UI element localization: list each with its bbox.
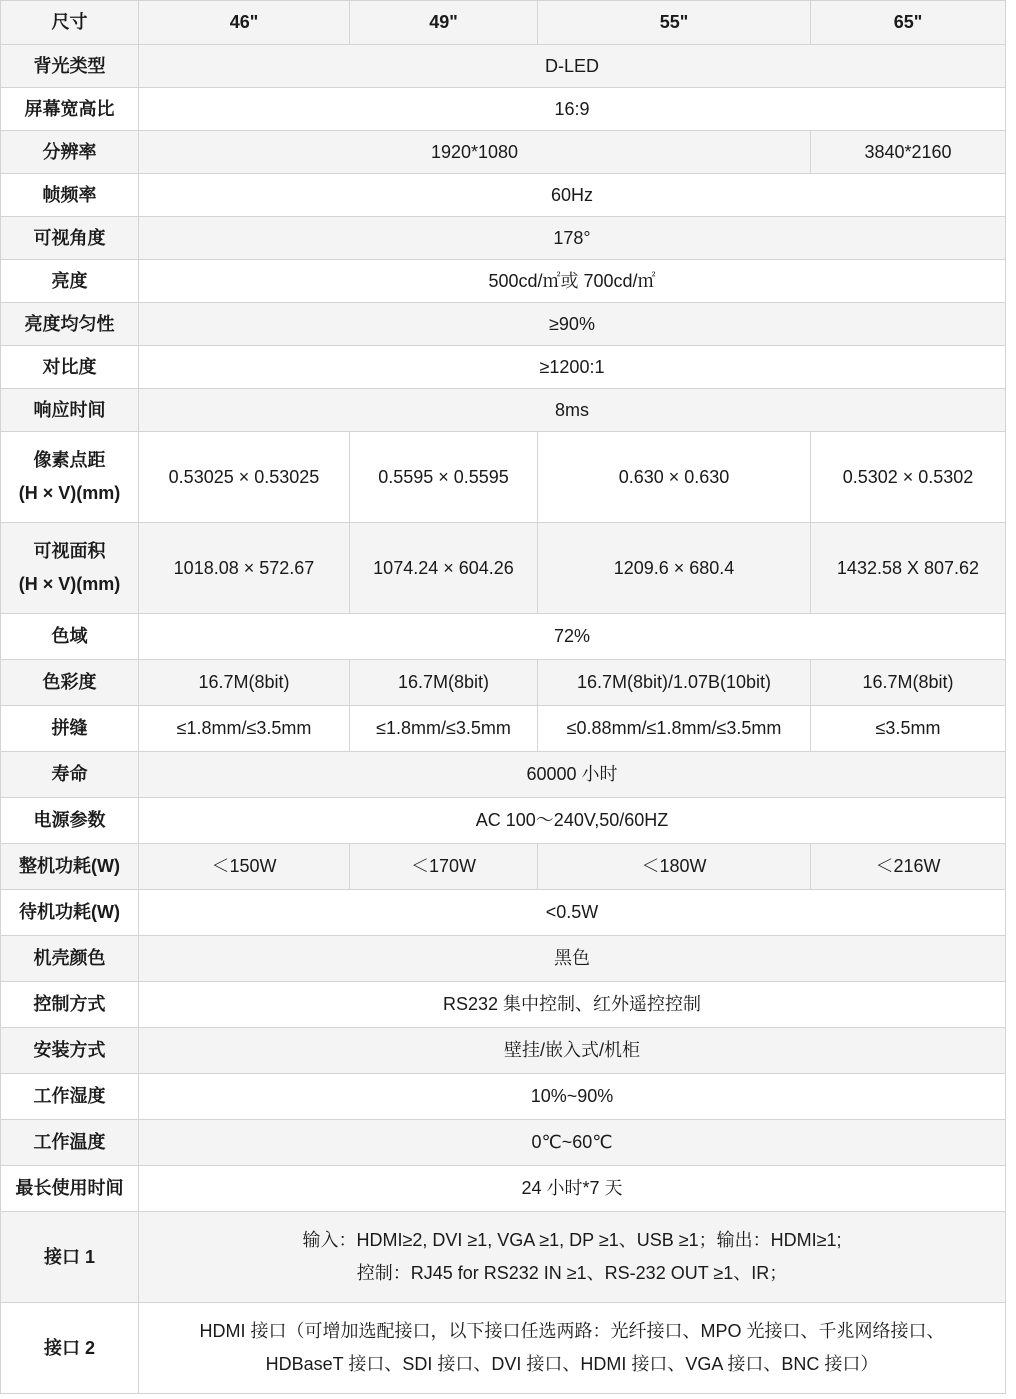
spec-value: ≤1.8mm/≤3.5mm bbox=[350, 706, 538, 752]
spec-label: 背光类型 bbox=[1, 45, 139, 88]
spec-label: 对比度 bbox=[1, 346, 139, 389]
header-label: 尺寸 bbox=[1, 1, 139, 45]
spec-label: 电源参数 bbox=[1, 798, 139, 844]
spec-row bbox=[1, 1166, 1006, 1212]
spec-label: 分辨率 bbox=[1, 131, 139, 174]
spec-row bbox=[1, 88, 1006, 131]
spec-label: 亮度 bbox=[1, 260, 139, 303]
spec-value: ≤1.8mm/≤3.5mm bbox=[139, 706, 350, 752]
spec-row bbox=[1, 131, 1006, 174]
spec-row bbox=[1, 346, 1006, 389]
spec-label: 待机功耗(W) bbox=[1, 890, 139, 936]
spec-value: 72% bbox=[139, 614, 1006, 660]
spec-label: 色域 bbox=[1, 614, 139, 660]
spec-row bbox=[1, 389, 1006, 432]
spec-row bbox=[1, 45, 1006, 88]
spec-value: 8ms bbox=[139, 389, 1006, 432]
spec-label: 可视面积 (H × V)(mm) bbox=[1, 523, 139, 614]
spec-value: ≥90% bbox=[139, 303, 1006, 346]
spec-value: 1209.6 × 680.4 bbox=[538, 523, 811, 614]
spec-value: RS232 集中控制、红外遥控控制 bbox=[139, 982, 1006, 1028]
spec-label: 帧频率 bbox=[1, 174, 139, 217]
spec-row bbox=[1, 936, 1006, 982]
spec-value: 1432.58 X 807.62 bbox=[811, 523, 1006, 614]
spec-body bbox=[1, 45, 1006, 1394]
spec-row bbox=[1, 798, 1006, 844]
spec-value: 1074.24 × 604.26 bbox=[350, 523, 538, 614]
spec-value: 16.7M(8bit) bbox=[811, 660, 1006, 706]
spec-label: 可视角度 bbox=[1, 217, 139, 260]
spec-row bbox=[1, 660, 1006, 706]
spec-label: 控制方式 bbox=[1, 982, 139, 1028]
spec-row bbox=[1, 1028, 1006, 1074]
size-65-header: 65" bbox=[811, 1, 1006, 45]
spec-value: 0.630 × 0.630 bbox=[538, 432, 811, 523]
spec-value: 黑色 bbox=[139, 936, 1006, 982]
spec-value: 输入：HDMI≥2, DVI ≥1, VGA ≥1, DP ≥1、USB ≥1；输出：HDMI≥1; 控制：RJ45 for RS232 IN ≥1、RS-232 OUT ≥1、IR； bbox=[139, 1212, 1006, 1303]
spec-row bbox=[1, 1074, 1006, 1120]
spec-label: 拼缝 bbox=[1, 706, 139, 752]
spec-row bbox=[1, 523, 1006, 614]
spec-value: 10%~90% bbox=[139, 1074, 1006, 1120]
spec-label: 亮度均匀性 bbox=[1, 303, 139, 346]
spec-label: 响应时间 bbox=[1, 389, 139, 432]
spec-row bbox=[1, 982, 1006, 1028]
spec-row bbox=[1, 1120, 1006, 1166]
spec-value: 壁挂/嵌入式/机柜 bbox=[139, 1028, 1006, 1074]
spec-row bbox=[1, 303, 1006, 346]
spec-value: HDMI 接口（可增加选配接口，以下接口任选两路：光纤接口、MPO 光接口、千兆网络接口、 HDBaseT 接口、SDI 接口、DVI 接口、HDMI 接口、VGA 接口、BNC 接口） bbox=[139, 1303, 1006, 1394]
spec-value: ≤0.88mm/≤1.8mm/≤3.5mm bbox=[538, 706, 811, 752]
spec-value: ＜216W bbox=[811, 844, 1006, 890]
spec-row bbox=[1, 844, 1006, 890]
spec-value: ＜170W bbox=[350, 844, 538, 890]
spec-row bbox=[1, 260, 1006, 303]
spec-value: 0.5595 × 0.5595 bbox=[350, 432, 538, 523]
spec-row bbox=[1, 890, 1006, 936]
spec-value: 60000 小时 bbox=[139, 752, 1006, 798]
spec-row bbox=[1, 217, 1006, 260]
spec-row bbox=[1, 706, 1006, 752]
spec-value: D-LED bbox=[139, 45, 1006, 88]
spec-value: 1018.08 × 572.67 bbox=[139, 523, 350, 614]
spec-label: 机壳颜色 bbox=[1, 936, 139, 982]
spec-row bbox=[1, 614, 1006, 660]
header-row bbox=[1, 1, 1006, 45]
spec-label: 寿命 bbox=[1, 752, 139, 798]
spec-value: 16:9 bbox=[139, 88, 1006, 131]
spec-label: 色彩度 bbox=[1, 660, 139, 706]
spec-value: AC 100～240V,50/60HZ bbox=[139, 798, 1006, 844]
spec-value: 178° bbox=[139, 217, 1006, 260]
spec-value: 16.7M(8bit) bbox=[139, 660, 350, 706]
size-46-header: 46" bbox=[139, 1, 350, 45]
spec-value: 500cd/㎡或 700cd/㎡ bbox=[139, 260, 1006, 303]
spec-value: 1920*1080 bbox=[139, 131, 811, 174]
spec-label: 工作湿度 bbox=[1, 1074, 139, 1120]
spec-value: 24 小时*7 天 bbox=[139, 1166, 1006, 1212]
spec-value: 0℃~60℃ bbox=[139, 1120, 1006, 1166]
spec-value: 16.7M(8bit)/1.07B(10bit) bbox=[538, 660, 811, 706]
spec-label: 最长使用时间 bbox=[1, 1166, 139, 1212]
size-49-header: 49" bbox=[350, 1, 538, 45]
spec-row bbox=[1, 1303, 1006, 1394]
spec-label: 接口 2 bbox=[1, 1303, 139, 1394]
spec-row bbox=[1, 1212, 1006, 1303]
spec-value: ＜150W bbox=[139, 844, 350, 890]
spec-value: <0.5W bbox=[139, 890, 1006, 936]
spec-label: 安装方式 bbox=[1, 1028, 139, 1074]
spec-value: 3840*2160 bbox=[811, 131, 1006, 174]
spec-label: 像素点距 (H × V)(mm) bbox=[1, 432, 139, 523]
spec-label: 接口 1 bbox=[1, 1212, 139, 1303]
spec-value: 16.7M(8bit) bbox=[350, 660, 538, 706]
spec-value: 60Hz bbox=[139, 174, 1006, 217]
spec-row bbox=[1, 174, 1006, 217]
spec-value: ≤3.5mm bbox=[811, 706, 1006, 752]
spec-label: 工作温度 bbox=[1, 1120, 139, 1166]
size-55-header: 55" bbox=[538, 1, 811, 45]
spec-value: 0.5302 × 0.5302 bbox=[811, 432, 1006, 523]
spec-row bbox=[1, 752, 1006, 798]
spec-label: 整机功耗(W) bbox=[1, 844, 139, 890]
spec-value: 0.53025 × 0.53025 bbox=[139, 432, 350, 523]
spec-value: ＜180W bbox=[538, 844, 811, 890]
spec-label: 屏幕宽高比 bbox=[1, 88, 139, 131]
spec-row bbox=[1, 432, 1006, 523]
spec-value: ≥1200:1 bbox=[139, 346, 1006, 389]
